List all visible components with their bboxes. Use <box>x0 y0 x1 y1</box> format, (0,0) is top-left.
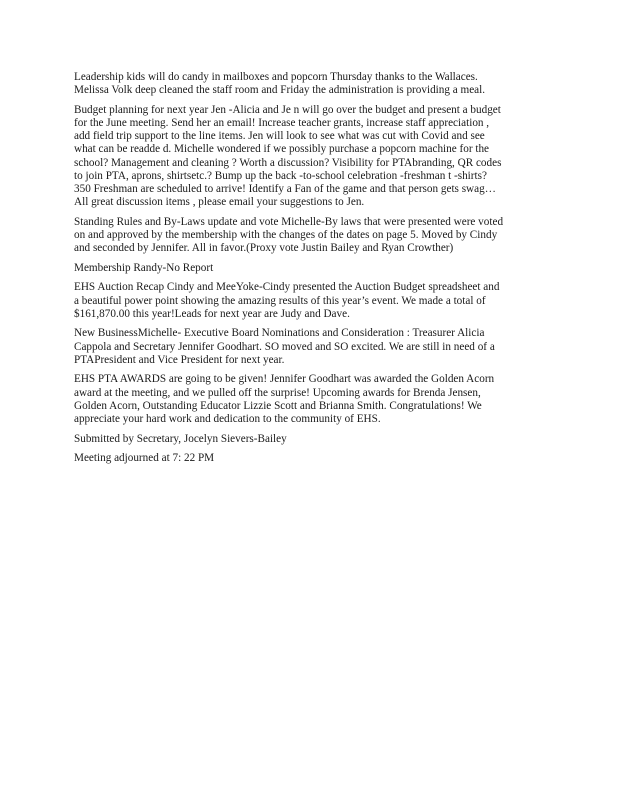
document-page <box>74 71 546 472</box>
text-line: Golden Acorn, Outstanding Educator Lizzie Scott and Brianna Smith. Congratulations! We <box>74 399 482 412</box>
paragraph-auction-recap <box>74 281 546 321</box>
text-line: and seconded by Jennifer. All in favor.(Proxy vote Justin Bailey and Ryan Crowther) <box>74 242 454 255</box>
paragraph-budget-planning <box>74 104 546 210</box>
paragraph-new-business <box>74 327 546 367</box>
text-line: Budget planning for next year Jen -Alicia and Je n will go over the budget and present a budget <box>74 103 501 116</box>
paragraph-membership <box>74 262 546 275</box>
text-line: award at the meeting, and we pulled off the surprise! Upcoming awards for Brenda Jensen, <box>74 386 481 399</box>
text-line: New BusinessMichelle- Executive Board Nominations and Consideration : Treasurer Alicia <box>74 327 485 340</box>
paragraph-leadership <box>74 71 546 97</box>
text-line: 350 Freshman are scheduled to arrive! Identify a Fan of the game and that person gets swag… <box>74 183 496 196</box>
text-line: add field trip support to the line items. Jen will look to see what was cut with Covid and see <box>74 130 485 143</box>
text-line: EHS PTA AWARDS are going to be given! Jennifer Goodhart was awarded the Golden Acorn <box>74 373 495 386</box>
text-line: Membership Randy-No Report <box>74 261 214 274</box>
text-line: what can be readde d. Michelle wondered if we possibly purchase a popcorn machine for the <box>74 143 490 156</box>
paragraph-pta-awards <box>74 373 546 426</box>
text-line: appreciate your hard work and dedication to the community of EHS. <box>74 413 381 426</box>
text-line: $161,870.00 this year!Leads for next year are Judy and Dave. <box>74 307 350 320</box>
text-line: for the June meeting. Send her an email! Increase teacher grants, increase staff appreciation , <box>74 117 490 129</box>
text-line: Standing Rules and By-Laws update and vote Michelle-By laws that were presented were voted <box>74 215 504 228</box>
text-line: school? Management and cleaning ? Worth a discussion? Visibility for PTAbranding, QR codes <box>74 156 502 169</box>
text-line: Meeting adjourned at 7: 22 PM <box>74 452 215 465</box>
text-line: EHS Auction Recap Cindy and MeeYoke-Cindy presented the Auction Budget spreadsheet and <box>74 281 500 294</box>
text-line: Submitted by Secretary, Jocelyn Sievers-Bailey <box>74 432 287 445</box>
text-line: Leadership kids will do candy in mailboxes and popcorn Thursday thanks to the Wallaces. <box>74 71 478 83</box>
text-line: to join PTA, aprons, shirtsetc.? Bump up the back -to-school celebration -freshman t -shirts? <box>74 169 487 182</box>
paragraph-standing-rules <box>74 216 546 256</box>
text-line: PTAPresident and Vice President for next year. <box>74 353 285 366</box>
paragraph-submitted-by <box>74 433 546 446</box>
text-line: All great discussion items , please email your suggestions to Jen. <box>74 196 365 209</box>
text-line: on and approved by the membership with the changes of the dates on page 5. Moved by Cindy <box>74 229 498 242</box>
text-line: a beautiful power point showing the amazing results of this year’s event. We made a total of <box>74 294 486 307</box>
text-line: Cappola and Secretary Jennifer Goodhart. SO moved and SO excited. We are still in need of a <box>74 340 495 353</box>
text-line: Melissa Volk deep cleaned the staff room and Friday the administration is providing a meal. <box>74 84 486 97</box>
paragraph-meeting-adjourned <box>74 452 546 465</box>
